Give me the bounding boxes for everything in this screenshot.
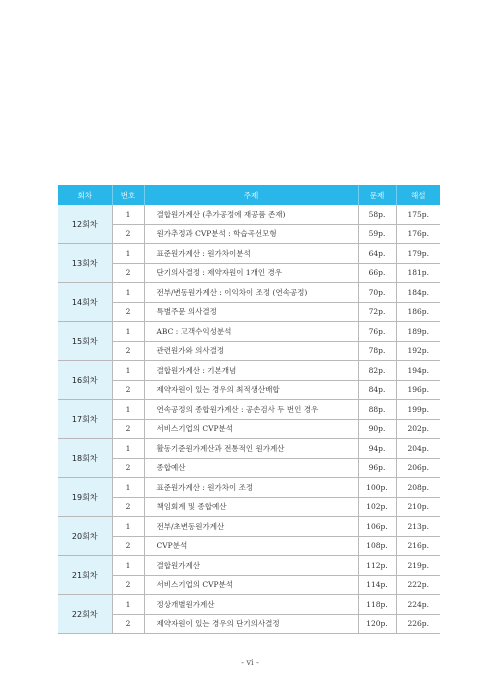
row-topic: 단기의사결정 : 제약자원이 1개인 경우 bbox=[144, 263, 358, 283]
table-row bbox=[58, 517, 440, 537]
row-topic: 결합원가계산 bbox=[144, 556, 358, 576]
row-topic: 전부/초변동원가계산 bbox=[144, 517, 358, 537]
row-answer-page: 194p. bbox=[396, 361, 440, 381]
session-label: 14회차 bbox=[58, 283, 112, 322]
row-number: 1 bbox=[112, 244, 144, 264]
row-topic: 결합원가계산 : 기본개념 bbox=[144, 361, 358, 381]
session-label: 12회차 bbox=[58, 205, 112, 244]
row-question-page: 108p. bbox=[358, 536, 396, 556]
session-label: 13회차 bbox=[58, 244, 112, 283]
row-answer-page: 192p. bbox=[396, 341, 440, 361]
session-label: 22회차 bbox=[58, 595, 112, 634]
row-number: 1 bbox=[112, 595, 144, 615]
table-row bbox=[58, 458, 440, 478]
header-number: 번호 bbox=[112, 185, 144, 205]
row-number: 2 bbox=[112, 614, 144, 634]
row-question-page: 64p. bbox=[358, 244, 396, 264]
row-number: 2 bbox=[112, 419, 144, 439]
table-row bbox=[58, 244, 440, 264]
table-row bbox=[58, 556, 440, 576]
session-label: 19회차 bbox=[58, 478, 112, 517]
row-topic: 서비스기업의 CVP분석 bbox=[144, 575, 358, 595]
row-topic: 제약자원이 있는 경우의 최적생산배합 bbox=[144, 380, 358, 400]
row-topic: 표준원가계산 : 원가차이분석 bbox=[144, 244, 358, 264]
row-number: 2 bbox=[112, 263, 144, 283]
row-question-page: 66p. bbox=[358, 263, 396, 283]
row-answer-page: 210p. bbox=[396, 497, 440, 517]
row-answer-page: 204p. bbox=[396, 439, 440, 459]
row-answer-page: 224p. bbox=[396, 595, 440, 615]
row-question-page: 76p. bbox=[358, 322, 396, 342]
row-question-page: 96p. bbox=[358, 458, 396, 478]
row-answer-page: 196p. bbox=[396, 380, 440, 400]
row-topic: 종합예산 bbox=[144, 458, 358, 478]
table-row bbox=[58, 478, 440, 498]
row-answer-page: 213p. bbox=[396, 517, 440, 537]
row-question-page: 112p. bbox=[358, 556, 396, 576]
row-question-page: 94p. bbox=[358, 439, 396, 459]
table-row bbox=[58, 536, 440, 556]
row-number: 2 bbox=[112, 536, 144, 556]
row-number: 1 bbox=[112, 556, 144, 576]
table-row bbox=[58, 575, 440, 595]
header-question-page: 문제 bbox=[358, 185, 396, 205]
table-row bbox=[58, 341, 440, 361]
row-number: 1 bbox=[112, 478, 144, 498]
session-label: 16회차 bbox=[58, 361, 112, 400]
row-question-page: 82p. bbox=[358, 361, 396, 381]
table-row bbox=[58, 302, 440, 322]
page-number: - vi - bbox=[241, 658, 259, 667]
header-session: 회차 bbox=[58, 185, 112, 205]
row-topic: CVP분석 bbox=[144, 536, 358, 556]
row-question-page: 120p. bbox=[358, 614, 396, 634]
row-answer-page: 226p. bbox=[396, 614, 440, 634]
session-label: 15회차 bbox=[58, 322, 112, 361]
table-body bbox=[58, 205, 440, 634]
table-row bbox=[58, 380, 440, 400]
row-answer-page: 175p. bbox=[396, 205, 440, 224]
row-question-page: 58p. bbox=[358, 205, 396, 224]
table-row bbox=[58, 283, 440, 303]
row-number: 1 bbox=[112, 361, 144, 381]
row-question-page: 90p. bbox=[358, 419, 396, 439]
row-question-page: 78p. bbox=[358, 341, 396, 361]
row-number: 2 bbox=[112, 380, 144, 400]
table-row bbox=[58, 322, 440, 342]
session-label: 18회차 bbox=[58, 439, 112, 478]
row-question-page: 70p. bbox=[358, 283, 396, 303]
row-number: 1 bbox=[112, 439, 144, 459]
row-number: 1 bbox=[112, 283, 144, 303]
table-row bbox=[58, 400, 440, 420]
row-topic: 전부/변동원가계산 : 이익차이 조정 (연속공정) bbox=[144, 283, 358, 303]
row-number: 2 bbox=[112, 341, 144, 361]
row-number: 2 bbox=[112, 302, 144, 322]
row-topic: 연속공정의 종합원가계산 : 공손검사 두 번인 경우 bbox=[144, 400, 358, 420]
table-row bbox=[58, 595, 440, 615]
header-topic: 주제 bbox=[144, 185, 358, 205]
row-answer-page: 208p. bbox=[396, 478, 440, 498]
row-topic: 정상개별원가계산 bbox=[144, 595, 358, 615]
session-label: 17회차 bbox=[58, 400, 112, 439]
row-question-page: 84p. bbox=[358, 380, 396, 400]
row-question-page: 88p. bbox=[358, 400, 396, 420]
row-topic: ABC : 고객수익성분석 bbox=[144, 322, 358, 342]
row-number: 2 bbox=[112, 458, 144, 478]
row-question-page: 59p. bbox=[358, 224, 396, 244]
row-answer-page: 181p. bbox=[396, 263, 440, 283]
table-header bbox=[58, 185, 440, 205]
row-question-page: 106p. bbox=[358, 517, 396, 537]
row-number: 2 bbox=[112, 224, 144, 244]
row-topic: 책임회계 및 종합예산 bbox=[144, 497, 358, 517]
row-topic: 표준원가계산 : 원가차이 조정 bbox=[144, 478, 358, 498]
row-topic: 관련원가와 의사결정 bbox=[144, 341, 358, 361]
row-answer-page: 176p. bbox=[396, 224, 440, 244]
table-row bbox=[58, 361, 440, 381]
session-label: 20회차 bbox=[58, 517, 112, 556]
row-topic: 특별주문 의사결정 bbox=[144, 302, 358, 322]
session-label: 21회차 bbox=[58, 556, 112, 595]
row-topic: 활동기준원가계산과 전통적인 원가계산 bbox=[144, 439, 358, 459]
table-row bbox=[58, 614, 440, 634]
row-answer-page: 202p. bbox=[396, 419, 440, 439]
row-answer-page: 219p. bbox=[396, 556, 440, 576]
row-answer-page: 184p. bbox=[396, 283, 440, 303]
row-question-page: 100p. bbox=[358, 478, 396, 498]
row-number: 2 bbox=[112, 575, 144, 595]
row-question-page: 72p. bbox=[358, 302, 396, 322]
row-number: 1 bbox=[112, 517, 144, 537]
table-row bbox=[58, 419, 440, 439]
row-topic: 원가추정과 CVP분석 : 학습곡선모형 bbox=[144, 224, 358, 244]
row-topic: 제약자원이 있는 경우의 단기의사결정 bbox=[144, 614, 358, 634]
row-number: 1 bbox=[112, 322, 144, 342]
row-question-page: 102p. bbox=[358, 497, 396, 517]
header-answer-page: 해설 bbox=[396, 185, 440, 205]
row-answer-page: 206p. bbox=[396, 458, 440, 478]
row-answer-page: 199p. bbox=[396, 400, 440, 420]
row-question-page: 118p. bbox=[358, 595, 396, 615]
table-row bbox=[58, 205, 440, 224]
row-answer-page: 179p. bbox=[396, 244, 440, 264]
table-of-contents bbox=[58, 185, 440, 634]
row-topic: 서비스기업의 CVP분석 bbox=[144, 419, 358, 439]
table-row bbox=[58, 497, 440, 517]
row-number: 1 bbox=[112, 205, 144, 224]
row-topic: 결합원가계산 (추가공정에 재공품 존재) bbox=[144, 205, 358, 224]
table-row bbox=[58, 263, 440, 283]
row-answer-page: 216p. bbox=[396, 536, 440, 556]
row-answer-page: 186p. bbox=[396, 302, 440, 322]
table-row bbox=[58, 439, 440, 459]
row-number: 2 bbox=[112, 497, 144, 517]
header-row bbox=[58, 185, 440, 205]
row-answer-page: 222p. bbox=[396, 575, 440, 595]
row-answer-page: 189p. bbox=[396, 322, 440, 342]
table-row bbox=[58, 224, 440, 244]
row-number: 1 bbox=[112, 400, 144, 420]
row-question-page: 114p. bbox=[358, 575, 396, 595]
